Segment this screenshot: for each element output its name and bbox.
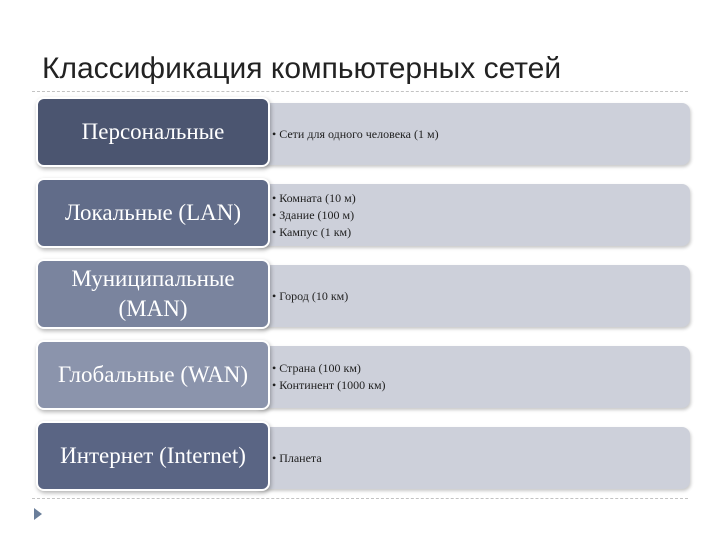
category-label: Локальные (LAN) — [64, 200, 242, 225]
category-box-internet — [36, 421, 270, 491]
detail-list — [272, 427, 682, 489]
classification-row-internet — [0, 421, 720, 491]
detail-list — [272, 265, 682, 327]
category-box-man — [36, 259, 270, 329]
category-label: Персональные — [81, 119, 225, 144]
classification-row-lan — [0, 178, 720, 248]
detail-item: • Кампус (1 км) — [272, 224, 682, 241]
category-box-wan — [36, 340, 270, 410]
classification-row-man — [0, 259, 720, 329]
classification-row-personal — [0, 97, 720, 167]
detail-item: • Сети для одного человека (1 м) — [272, 126, 682, 143]
slide-marker-icon — [34, 508, 42, 520]
category-box-personal — [36, 97, 270, 167]
slide-title: Классификация компьютерных сетей — [42, 52, 562, 85]
detail-list — [272, 346, 682, 408]
classification-row-wan — [0, 340, 720, 410]
detail-item: • Комната (10 м) — [272, 190, 682, 207]
category-label: Муниципальные (MAN) — [71, 266, 235, 321]
detail-list — [272, 103, 682, 165]
category-label: Глобальные (WAN) — [57, 362, 249, 387]
detail-item: • Континент (1000 км) — [272, 377, 682, 394]
category-label: Интернет (Internet) — [60, 443, 246, 468]
footer-divider — [32, 498, 688, 499]
detail-item: • Планета — [272, 450, 682, 467]
category-box-lan — [36, 178, 270, 248]
detail-item: • Здание (100 м) — [272, 207, 682, 224]
detail-item: • Город (10 км) — [272, 288, 682, 305]
detail-list — [272, 184, 682, 246]
detail-item: • Страна (100 км) — [272, 360, 682, 377]
